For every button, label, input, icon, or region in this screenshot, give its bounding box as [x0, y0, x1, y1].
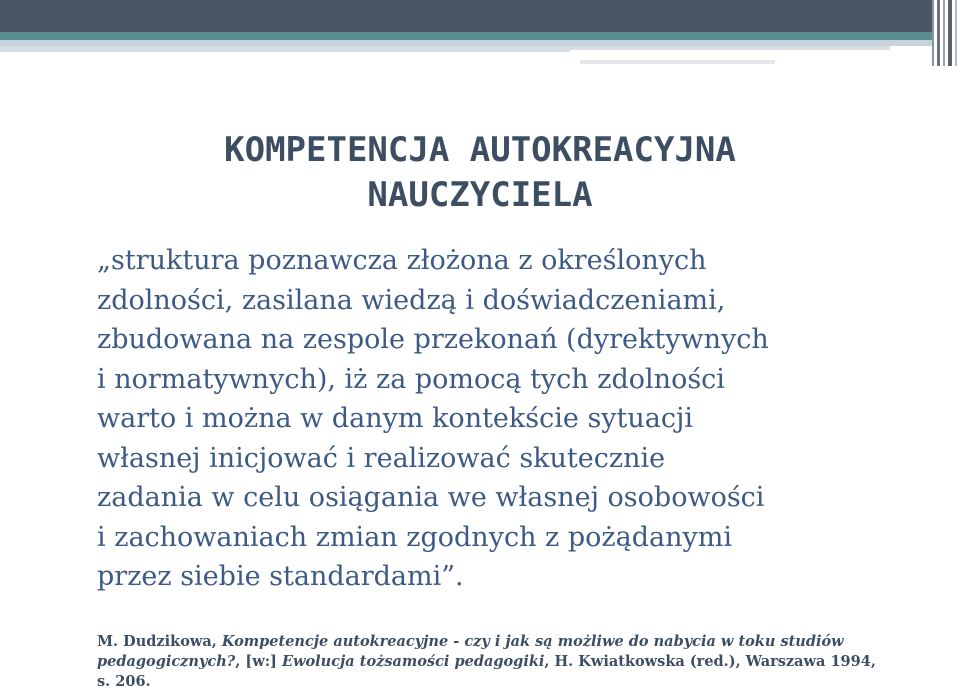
quote-line: zbudowana na zespole przekonań (dyrektywnych: [97, 324, 769, 355]
title-line-2: NAUCZYCIELA: [367, 175, 593, 215]
citation-line-2: [97, 652, 927, 672]
header-band-dark: [0, 0, 932, 32]
quote-line: przez siebie standardami”.: [97, 561, 464, 592]
slide-title: [100, 128, 860, 218]
citation-author: M. Dudzikowa,: [97, 633, 222, 650]
quote-line: własnej inicjować i realizować skutecznie: [97, 442, 666, 474]
citation-book-title: Ewolucja tożsamości pedagogiki: [281, 653, 545, 670]
title-line-1: KOMPETENCJA AUTOKREACYJNA: [224, 130, 736, 170]
header-stripes: [932, 0, 960, 66]
citation-article-title-end: pedagogicznych?: [97, 653, 236, 670]
quote-line: „struktura poznawcza złożona z określonych: [97, 245, 707, 276]
definition-quote: [97, 241, 927, 597]
header-accent-line: [570, 50, 890, 52]
citation-article-title: Kompetencje autokreacyjne - czy i jak są możliwe do nabycia w toku studiów: [221, 633, 844, 650]
citation-page: s. 206.: [97, 673, 151, 690]
header-band-teal: [0, 32, 932, 40]
quote-line: zadania w celu osiągania we własnej osobowości: [97, 482, 765, 513]
citation-line-1: [97, 632, 927, 652]
source-citation: [97, 632, 927, 692]
header-band-short: [580, 60, 775, 64]
quote-line: zdolności, zasilana wiedzą i doświadczeniami,: [97, 284, 726, 316]
quote-line: i zachowaniach zmian zgodnych z pożądanymi: [97, 521, 732, 553]
citation-in: , [w:]: [235, 653, 282, 670]
quote-line: warto i można w danym kontekście sytuacji: [97, 403, 694, 434]
citation-editor-place-year: , H. Kwiatkowska (red.), Warszawa 1994,: [544, 653, 876, 670]
quote-line: i normatywnych), iż za pomocą tych zdolności: [97, 363, 725, 395]
